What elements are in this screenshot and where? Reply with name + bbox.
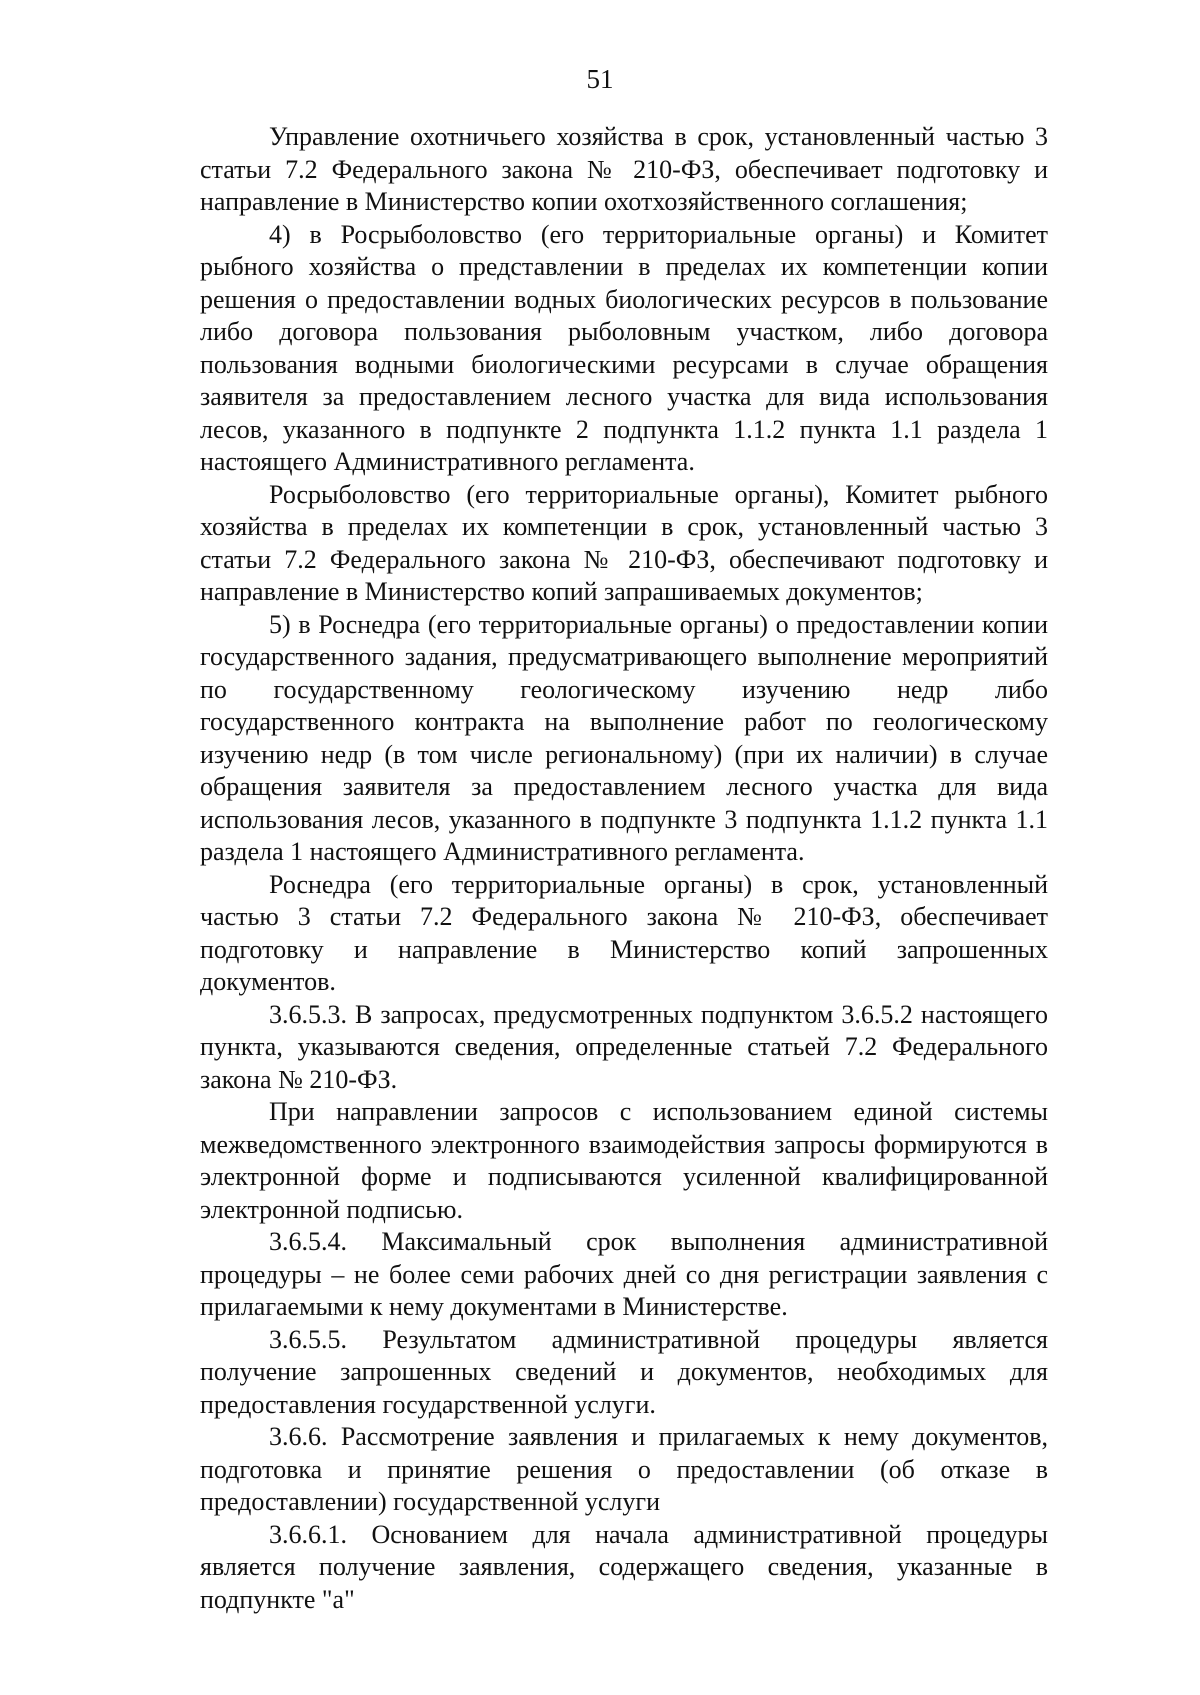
- paragraph: 3.6.5.4. Максимальный срок выполнения административной процедуры – не более семи рабочих дней со дня регистрации заявления с прилагаемыми к нему документами в Министерстве.: [200, 1227, 1048, 1321]
- document-body: [200, 121, 1048, 1616]
- paragraph: Управление охотничьего хозяйства в срок, установленный частью 3 статьи 7.2 Федерального закона № 210-ФЗ, обеспечивает подготовку и направление в Министерство копии охотхозяйственного соглашения;: [200, 122, 1048, 216]
- paragraph: Роснедра (его территориальные органы) в срок, установленный частью 3 статьи 7.2 Федерального закона № 210-ФЗ, обеспечивает подготовку и направление в Министерство копий запрошенных документов.: [200, 869, 1048, 996]
- paragraph: Росрыболовство (его территориальные органы), Комитет рыбного хозяйства в пределах их компетенции в срок, установленный частью 3 статьи 7.2 Федерального закона № 210-ФЗ, обеспечивают подготовку и направление в Министерство копий запрашиваемых документов;: [200, 479, 1048, 606]
- paragraph: 3.6.6. Рассмотрение заявления и прилагаемых к нему документов, подготовка и принятие решения о предоставлении (об отказе в предоставлении) государственной услуги: [200, 1422, 1048, 1516]
- paragraph: 3.6.5.5. Результатом административной процедуры является получение запрошенных сведений и документов, необходимых для предоставления государственной услуги.: [200, 1324, 1048, 1419]
- paragraph: 5) в Роснедра (его территориальные органы) о предоставлении копии государственного задания, предусматривающего выполнение мероприятий по государственному геологическому изучению недр либо государственного контракта на выполнение работ по геологическому изучению недр (в том числе региональному) (при их наличии) в случае обращения заявителя за предоставлением лесного участка для вида использования лесов, указанного в подпункте 3 подпункта 1.1.2 пункта 1.1 раздела 1 настоящего Административного регламента.: [200, 609, 1048, 866]
- paragraph: 4) в Росрыболовство (его территориальные органы) и Комитет рыбного хозяйства о представлении в пределах их компетенции копии решения о предоставлении водных биологических ресурсов в пользование либо договора пользования рыболовным участком, либо договора пользования водными биологическими ресурсами в случае обращения заявителя за предоставлением лесного участка для вида использования лесов, указанного в подпункте 2 подпункта 1.1.2 пункта 1.1 раздела 1 настоящего Административного регламента.: [200, 219, 1048, 476]
- page-number: 51: [586, 64, 614, 94]
- paragraph: 3.6.6.1. Основанием для начала административной процедуры является получение заявления, содержащего сведения, указанные в подпункте "а": [200, 1519, 1048, 1614]
- paragraph: При направлении запросов с использованием единой системы межведомственного электронного взаимодействия запросы формируются в электронной форме и подписываются усиленной квалифицированной электронной подписью.: [200, 1097, 1048, 1224]
- paragraph: 3.6.5.3. В запросах, предусмотренных подпунктом 3.6.5.2 настоящего пункта, указываются сведения, определенные статьей 7.2 Федерального закона № 210-ФЗ.: [200, 999, 1048, 1094]
